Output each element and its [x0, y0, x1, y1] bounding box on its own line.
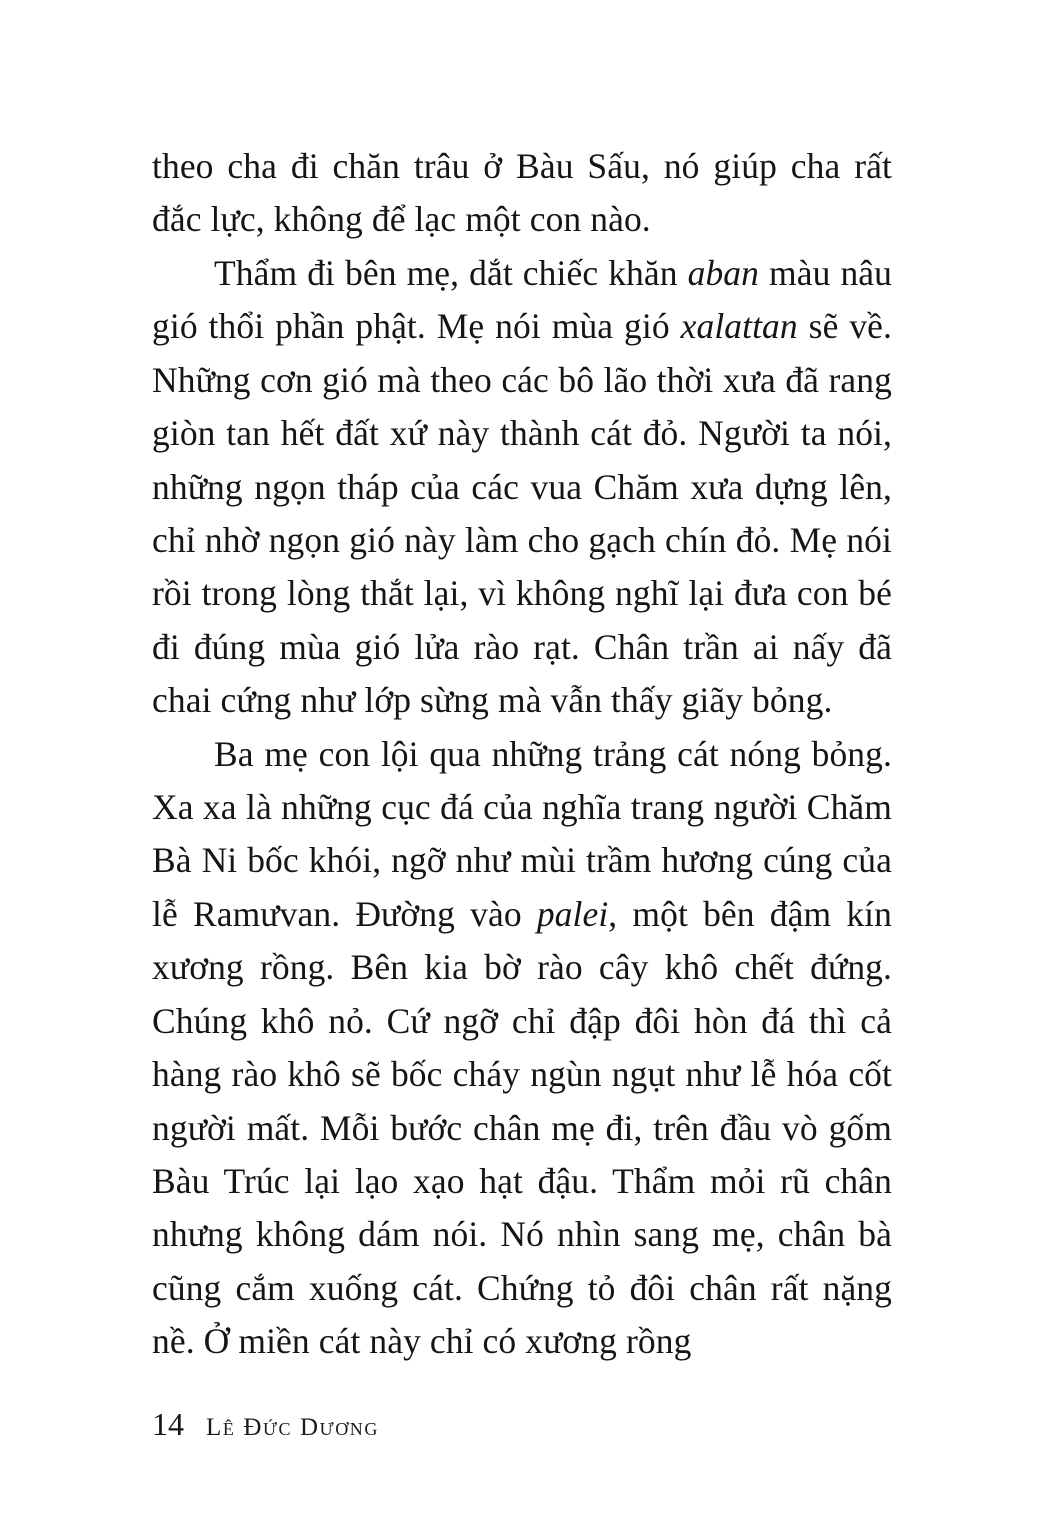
page-footer — [152, 1408, 379, 1440]
running-head-author: Lê Đức Dương — [206, 1414, 380, 1441]
paragraph: theo cha đi chăn trâu ở Bàu Sấu, nó giúp cha rất đắc lực, không để lạc một con nào. — [152, 146, 892, 240]
page-body-text — [152, 140, 892, 1369]
page-number: 14 — [152, 1406, 184, 1442]
paragraph: Thẩm đi bên mẹ, dắt chiếc khăn aban màu nâu gió thổi phần phật. Mẹ nói mùa gió xalattan sẽ về. Những cơn gió mà theo các bô lão thời xưa đã rang giòn tan hết đất xứ này thành cát đỏ. Người ta nói, những ngọn tháp của các vua Chăm xưa dựng lên, chỉ nhờ ngọn gió này làm cho gạch chín đỏ. Mẹ nói rồi trong lòng thắt lại, vì không nghĩ lại đưa con bé đi đúng mùa gió lửa rào rạt. Chân trần ai nấy đã chai cứng như lớp sừng mà vẫn thấy giãy bỏng. — [152, 252, 893, 721]
paragraph: Ba mẹ con lội qua những trảng cát nóng bỏng. Xa xa là những cục đá của nghĩa trang người Chăm Bà Ni bốc khói, ngỡ như mùi trầm hương cúng của lễ Ramưvan. Đường vào palei, một bên đậm kín xương rồng. Bên kia bờ rào cây khô chết đứng. Chúng khô nỏ. Cứ ngỡ chỉ đập đôi hòn đá thì cả hàng rào khô sẽ bốc cháy ngùn ngụt như lễ hóa cốt người mất. Mỗi bước chân mẹ đi, trên đầu vò gốm Bàu Trúc lại lạo xạo hạt đậu. Thẩm mỏi rũ chân nhưng không dám nói. Nó nhìn sang mẹ, chân bà cũng cắm xuống cát. Chứng tỏ đôi chân rất nặng nề. Ở miền cát này chỉ có xương rồng — [152, 733, 892, 1362]
